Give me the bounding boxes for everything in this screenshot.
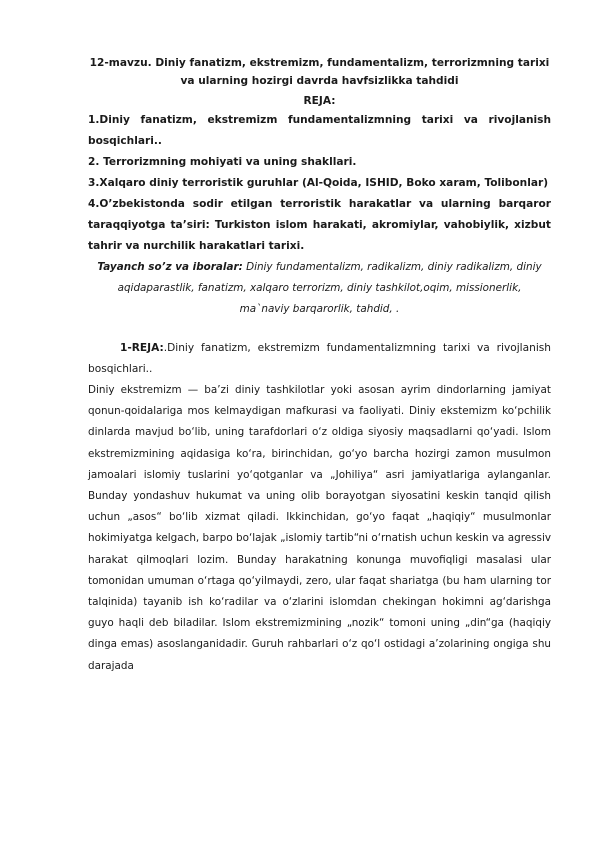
section-1-label: 1-REJA: — [120, 342, 164, 354]
plan-item-1: 1.Diniy fanatizm, ekstremizm fundamentalizmning tarixi va rivojlanish bosqichlari.. — [88, 114, 551, 147]
keywords-label: Tayanch so’z va iboralar: — [97, 261, 243, 273]
plan-item-4: 4.O’zbekistonda sodir etilgan terroristik harakatlar va ularning barqaror taraqqiyotga ta’siri: Turkiston islom harakati, akromiylar, vahobiylik, xizbut tahrir va nurchilik harakatlari tarixi. — [88, 198, 551, 252]
paragraph-1: Diniy ekstremizm — ba’zi diniy tashkilotlar yoki asosan ayrim dindorlarning jamiyat qonun-qoidalariga mos kelmaydigan mafkurasi va faoliyati. Diniy ekstemizm ko‘pchilik dinlarda mavjud bo‘lib, uning tarafdorlari o‘z oldiga siyosiy maqsadlarni qo‘yadi. Islom ekstremizmining aqidasiga ko‘ra, birinchidan, go‘yo barcha hozirgi zamon musulmon jamoalari islomiy tuslarini yo‘qotganlar va „Johiliya“ asri jamiyatlariga aylanganlar. Bunday yondashuv hukumat va uning olib borayotgan siyosatini keskin tanqid qilish uchun „asos“ bo‘lib xizmat qiladi. Ikkinchidan, go‘yo faqat „haqiqiy“ musulmonlar hokimiyatga kelgach, barpo bo‘lajak „islomiy tartib“ni o‘rnatish uchun keskin va agressiv harakat qilmoqlari lozim. Bunday harakatning konunga muvofiqligi masalasi ular tomonidan umuman o‘rtaga qo‘yilmaydi, zero, ular faqat shariatga (bu ham ularning tor talqinida) tayanib ish ko‘radilar va o‘zlarini islomdan chekingan hokimni ag‘darishga guyo haqli deb biladilar. Islom ekstremizmining „nozik“ tomoni uning „din“ga (haqiqiy dinga emas) asoslanganidadir. Guruh rahbarlari o‘z qo‘l ostidagi a’zolarining ongiga shu darajada — [88, 384, 551, 672]
plan-heading: REJA: — [303, 95, 336, 107]
document-title — [88, 54, 551, 90]
section-1-title: .Diniy fanatizm, ekstremizm fundamentalizmning tarixi va rivojlanish bosqichlari.. — [88, 342, 551, 375]
plan-item-2: 2. Terrorizmning mohiyati va uning shakllari. — [88, 156, 357, 168]
title-line-2: va ularning hozirgi davrda havfsizlikka tahdidi — [180, 75, 459, 87]
title-line-1: 12-mavzu. Diniy fanatizm, ekstremizm, fundamentalizm, terrorizmning tarixi — [89, 57, 550, 69]
plan-item-3: 3.Xalqaro diniy terroristik guruhlar (Al-Qoida, ISHID, Boko xaram, Tolibonlar) — [88, 177, 549, 189]
section-1-heading — [88, 338, 551, 380]
keywords-block — [94, 257, 545, 320]
keywords-text: Diniy fundamentalizm, radikalizm, diniy radikalizm, diniy aqidaparastlik, fanatizm, xalqaro terrorizm, diniy tashkilot,oqim, missionerlik, ma`naviy barqarorlik, tahdid, . — [117, 261, 542, 315]
spacer — [88, 320, 551, 338]
